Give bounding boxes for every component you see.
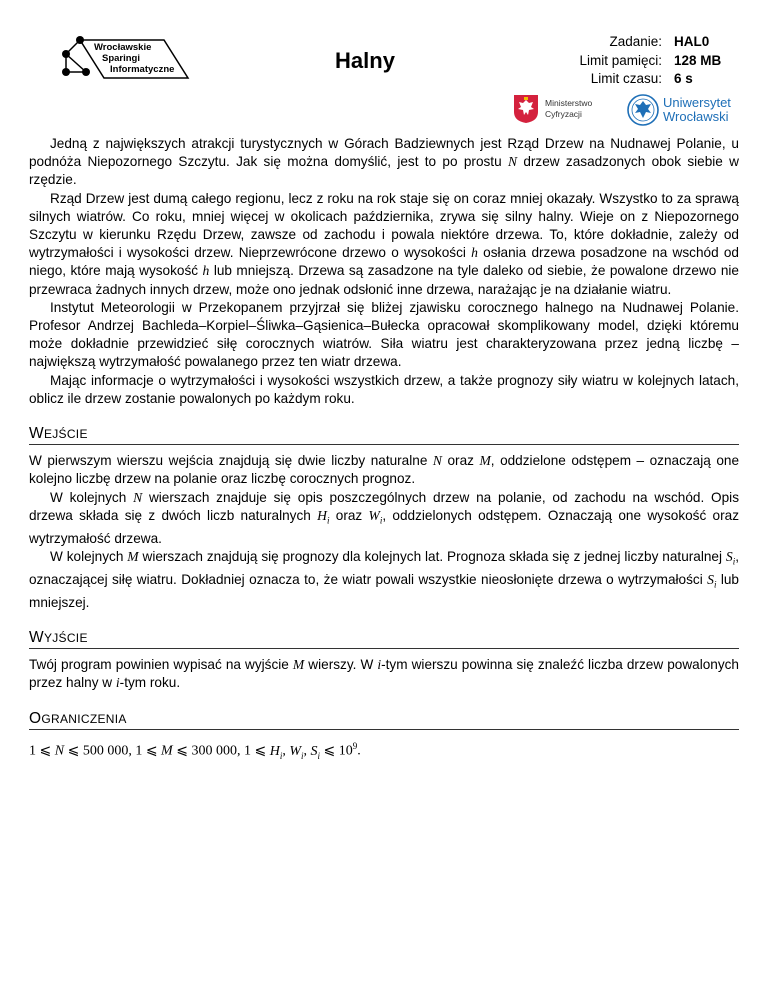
story-paragraph-2: Rząd Drzew jest dumą całego regionu, lecz z roku na rok staje się on coraz mniej okazały. Wszystko to za sprawą silnych wiatrów. Co roku, mniej więcej w okolicach października, zrywa się silny halny. Wieje on z Niepozornego Szczytu w kierunku Rzędu Drzew, zawsze od zachodu i powala niektóre drzewa. To, które dokładnie, zależy od wytrzymałości i wysokości drzew. Nieprzewrócone drzewo o wysokości h osłania drzewa posadzone na wschód od niego, które mają wysokość h lub mniejszą. Drzewa są zasadzone na tyle daleko od siebie, że powalone drzewo nie przewraca żadnych innych drzew, może ono jednak odsłonić inne drzewa, narażając je na działanie wiatru. (29, 190, 739, 297)
meta-value: 6 s (674, 71, 693, 86)
section-title-constraints: OGRANICZENIA (29, 710, 739, 730)
input-paragraph-2: W kolejnych N wierszach znajduje się opis poszczególnych drzew na polanie, od zachodu na wschód. Opis drzewa składa się z dwóch liczb naturalnych $H_i$ oraz $W_i$, oddzielonych odstępem. Oznaczają one wysokość oraz wytrzymałość drzewa. (29, 489, 740, 546)
university-line-1: Uniwersytet (663, 95, 731, 110)
university-line-2: Wrocławski (663, 109, 729, 124)
input-paragraph-1: W pierwszym wierszu wejścia znajdują się dwie liczby naturalne N oraz M, oddzielone odstępem – oznaczają one kolejno liczbę drzew na polanie oraz liczbę corocznych prognoz. (29, 453, 740, 487)
problem-statement (29, 135, 739, 765)
meta-row-task (530, 33, 721, 52)
ministry-line-2: Cyfryzacji (545, 109, 582, 119)
story-paragraph-1: Jedną z największych atrakcji turystycznych w Górach Badziewnych jest Rząd Drzew na Nudnawej Polanie, u podnóża Niepozornego Szczytu. Jak się można domyślić, jest to po prostu N drzew zasadzonych obok siebie w rzędzie. (29, 136, 739, 188)
meta-key: Zadanie: (609, 34, 662, 49)
story-paragraph-3: Instytut Meteorologii w Przekopanem przyjrzał się bliżej zjawisku corocznego halnego na Nudnawej Polanie. Profesor Andrzej Bachleda–Korpiel–Śliwka–Gąsienica–Bułecka opracował skomplikowany model, dzięki któremu może dokładnie przewidzieć siłę corocznych wiatrów. Siła wiatru jest charakteryzowana przez jedną liczbę – największą wytrzymałość powalanego przez ten wiatr drzewa. (29, 299, 739, 370)
section-title-input: WEJŚCIE (29, 425, 739, 445)
meta-row-memory (530, 52, 721, 71)
task-meta (530, 33, 721, 89)
logo-line-1: Wrocławskie (94, 42, 152, 53)
eagle-emblem-icon (513, 94, 539, 124)
logo-line-2: Sparingi (102, 53, 141, 64)
ministry-logo (513, 94, 592, 124)
logo-line-3: Informatyczne (110, 64, 175, 75)
input-paragraph-3: W kolejnych M wierszach znajdują się prognozy dla kolejnych lat. Prognoza składa się z jednej liczby naturalnej $S_i$, oznaczającej siłę wiatru. Dokładniej oznacza to, że wiatr powali wszystkie nieosłonięte drzewa o wytrzymałości $S_i$ lub mniejszej. (29, 548, 739, 610)
meta-value: HAL0 (674, 34, 710, 49)
ministry-line-1: Ministerstwo (545, 98, 593, 108)
university-logo (626, 93, 731, 127)
organizer-logo (58, 36, 198, 82)
output-paragraph: Twój program powinien wypisać na wyjście M wierszy. W i-tym wierszu powinna się znaleźć liczba drzew powalonych przez halny w i-tym roku. (29, 657, 739, 691)
meta-row-time (530, 70, 721, 89)
meta-value: 128 MB (674, 52, 722, 68)
meta-key: Limit czasu: (590, 71, 662, 86)
section-title-output: WYJŚCIE (29, 629, 739, 649)
university-seal-icon (626, 93, 660, 127)
task-title: Halny (335, 48, 395, 73)
constraints-formula: 1 ⩽ N ⩽ 500 000, 1 ⩽ M ⩽ 300 000, 1 ⩽ $H_i$, $W_i$, $S_i$ ⩽ $10^9$. (29, 740, 361, 761)
story-paragraph-4: Mając informacje o wytrzymałości i wysokości wszystkich drzew, a także prognozy siły wiatru w kolejnych latach, oblicz ile drzew zostanie powalonych po każdym roku. (29, 372, 739, 406)
meta-key: Limit pamięci: (579, 52, 662, 68)
